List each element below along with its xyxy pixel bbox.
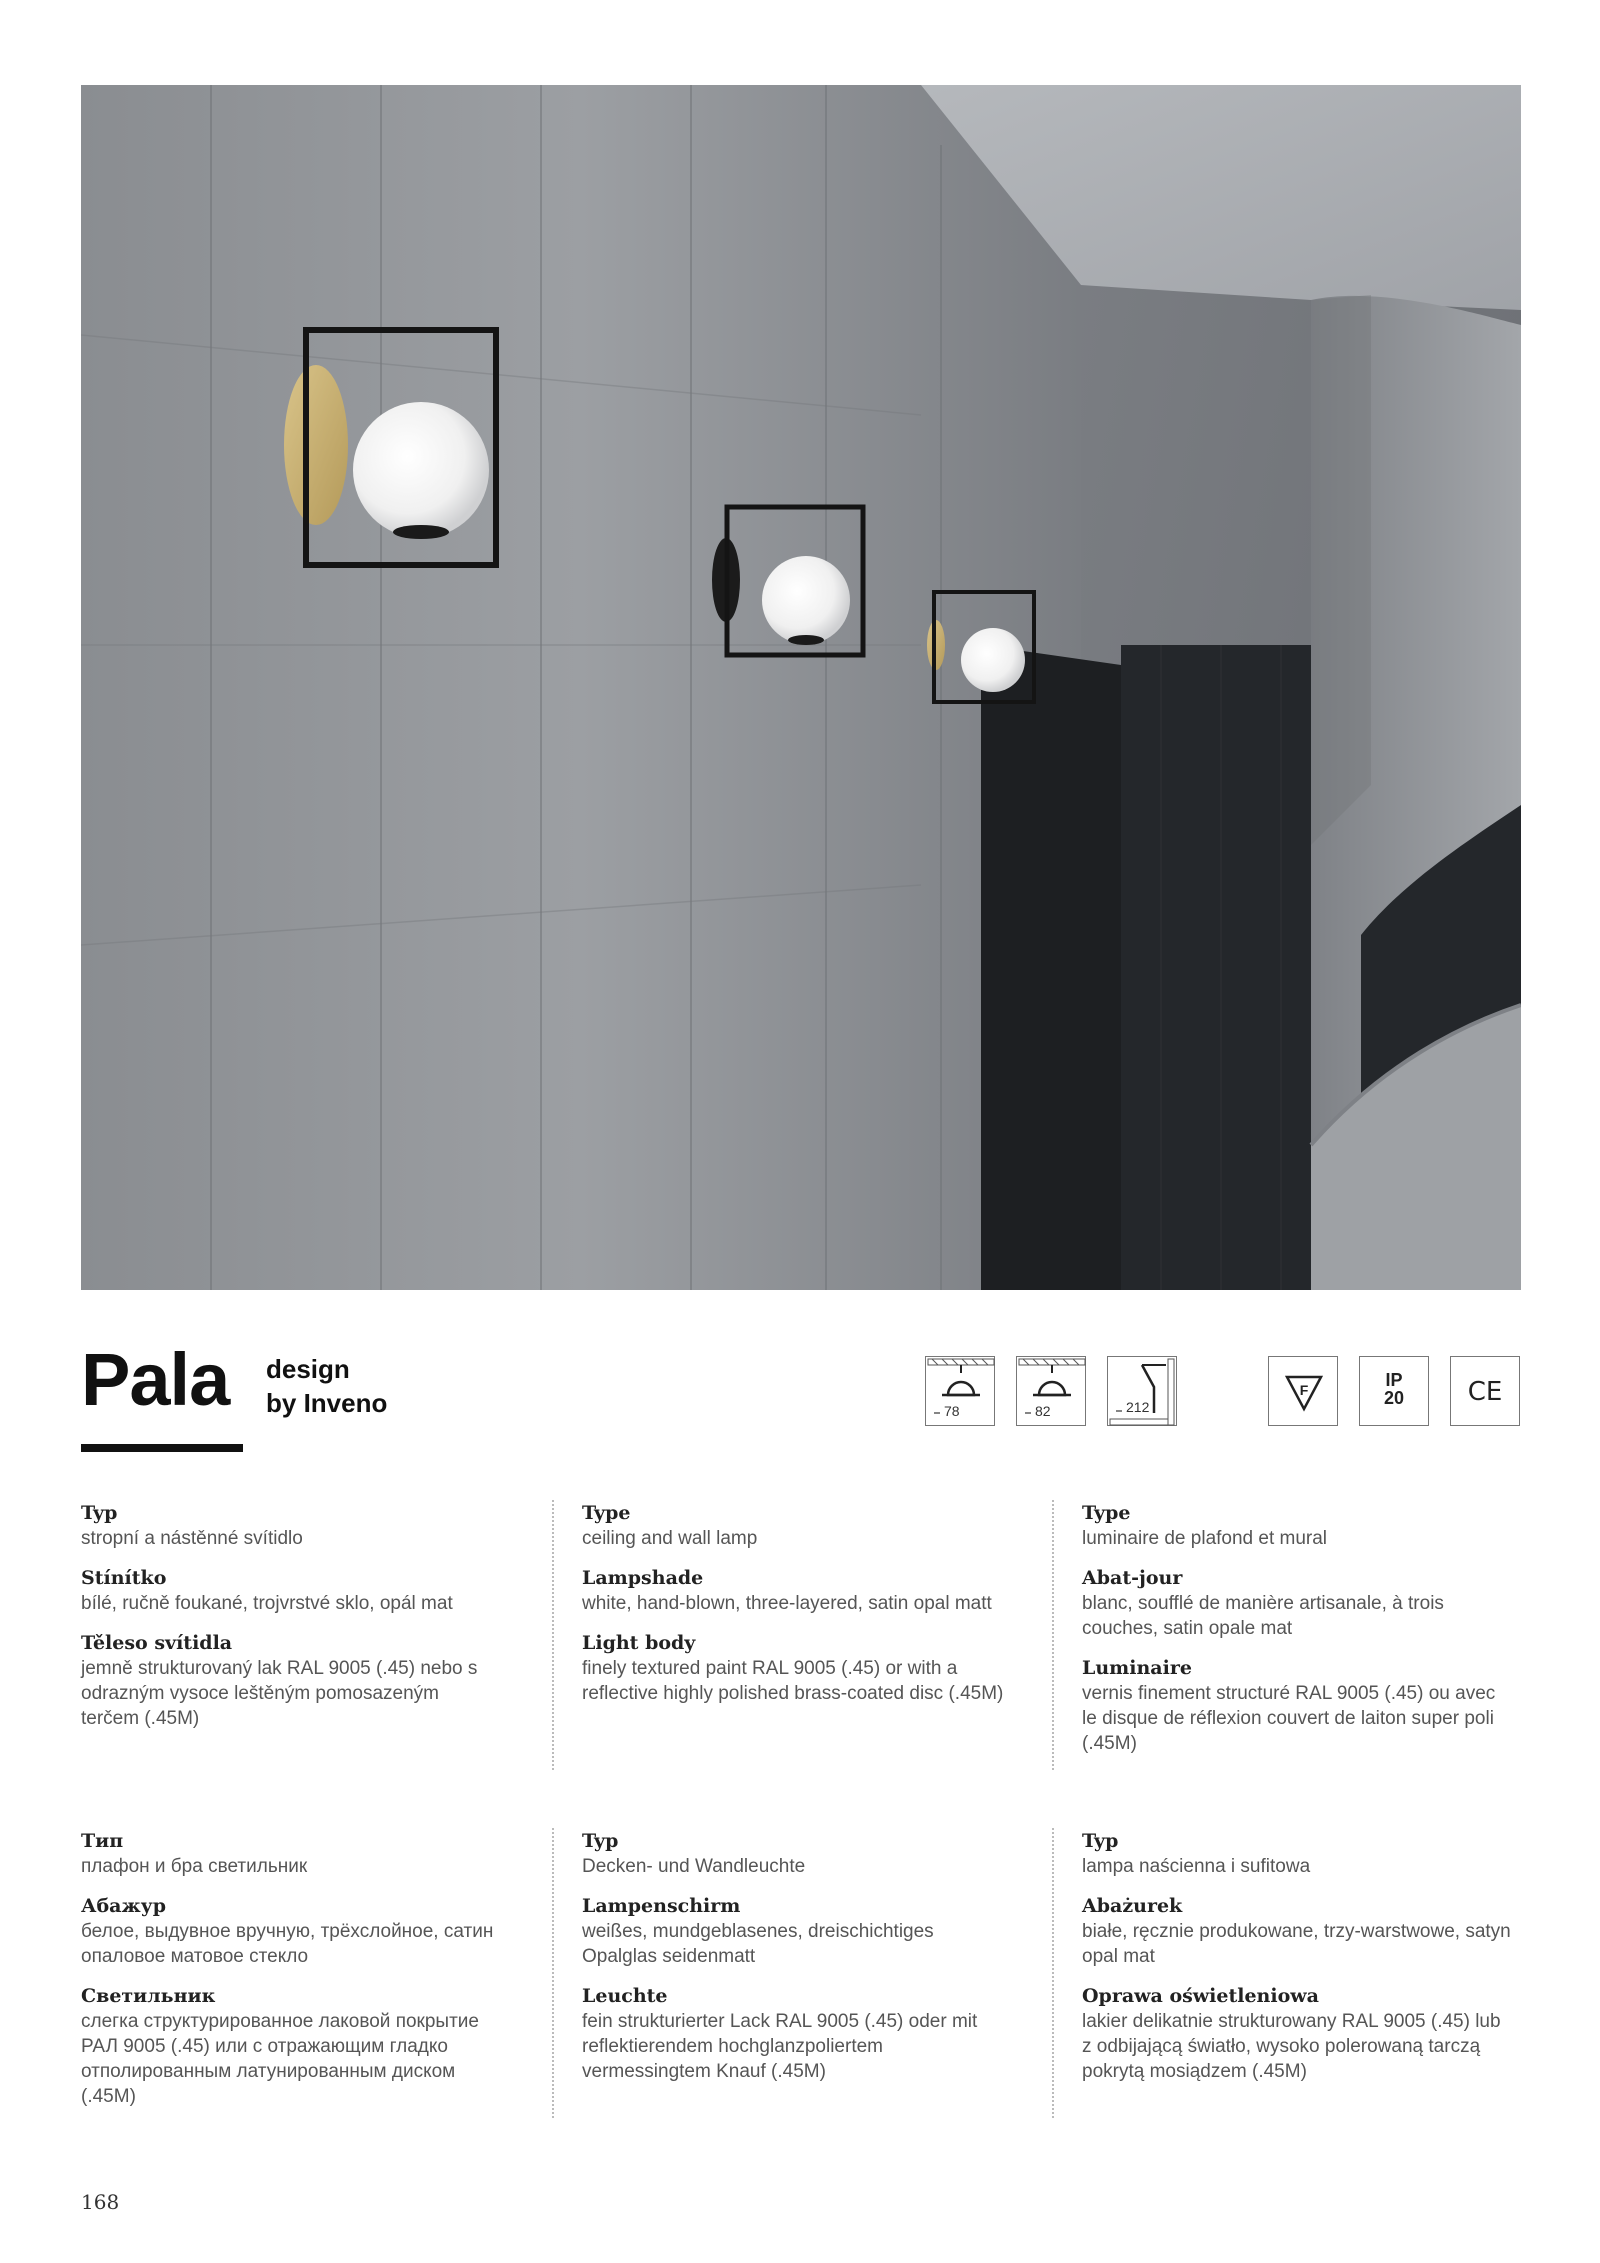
spec-item bbox=[582, 1500, 1012, 1551]
spec-label: Abażurek bbox=[1082, 1895, 1183, 1917]
icon-value: 212 bbox=[1126, 1399, 1150, 1415]
spec-item bbox=[582, 1828, 1012, 1879]
spec-value: blanc, soufflé de manière artisanale, à trois couches, satin opale mat bbox=[1082, 1593, 1444, 1639]
ip-label: IP bbox=[1385, 1370, 1403, 1390]
spec-label: Светильник bbox=[81, 1985, 216, 2007]
spec-column-de bbox=[552, 1828, 1012, 2118]
title-underline bbox=[81, 1444, 243, 1452]
spec-value: lakier delikatnie strukturowany RAL 9005 (.45) lub z odbijającą światło, wysoko polerowaną tarczą pokrytą mosiądzem (.45M) bbox=[1082, 2011, 1501, 2082]
spec-label: Luminaire bbox=[1082, 1657, 1192, 1679]
ce-label: CE bbox=[1467, 1377, 1503, 1407]
spec-item bbox=[1082, 1893, 1512, 1969]
spec-value: white, hand-blown, three-layered, satin opal matt bbox=[582, 1593, 992, 1614]
product-name: Pala bbox=[81, 1338, 230, 1421]
spec-value: jemně strukturovaný lak RAL 9005 (.45) nebo s odrazným vysoce leštěným pomosazeným terčem (.45M) bbox=[81, 1658, 478, 1729]
design-label: design bbox=[266, 1354, 350, 1384]
spec-item bbox=[582, 1630, 1012, 1706]
ip-value: 20 bbox=[1383, 1388, 1405, 1408]
spec-label: Абажур bbox=[81, 1895, 167, 1917]
spec-value: fein strukturierter Lack RAL 9005 (.45) oder mit reflektierendem hochglanzpoliertem vermessingtem Knauf (.45M) bbox=[582, 2011, 978, 2082]
spec-value: weißes, mundgeblasenes, dreischichtiges Opalglas seidenmatt bbox=[582, 1921, 934, 1967]
spec-item bbox=[1082, 1500, 1512, 1551]
svg-text:F: F bbox=[1299, 1382, 1309, 1398]
spec-label: Stínítko bbox=[81, 1567, 167, 1589]
ceiling-lamp-icon bbox=[1016, 1356, 1086, 1426]
spec-value: finely textured paint RAL 9005 (.45) or with a reflective highly polished brass-coated disc (.45M) bbox=[582, 1658, 1004, 1704]
spec-value: lampa naścienna i sufitowa bbox=[1082, 1856, 1311, 1877]
spec-label: Typ bbox=[81, 1502, 118, 1524]
spec-column-cz bbox=[81, 1500, 511, 1745]
spec-value: luminaire de plafond et mural bbox=[1082, 1528, 1328, 1549]
spec-label: Těleso svítidla bbox=[81, 1632, 233, 1654]
spec-value: białe, ręcznie produkowane, trzy-warstwowe, satyn opal mat bbox=[1082, 1921, 1511, 1967]
spec-label: Typ bbox=[582, 1830, 619, 1852]
spec-value: Decken- und Wandleuchte bbox=[582, 1856, 806, 1877]
spec-item bbox=[1082, 1983, 1512, 2084]
hero-photo bbox=[81, 85, 1521, 1290]
spec-item bbox=[582, 1983, 1012, 2084]
spec-value: белое, выдувное вручную, трёхслойное, сатин опаловое матовое стекло bbox=[81, 1921, 494, 1967]
spec-value: слегка структурированное лаковой покрытие РАЛ 9005 (.45) или с отражающим гладко отполированным латунированным диском (.45M) bbox=[81, 2011, 479, 2107]
page-number: 168 bbox=[81, 2190, 120, 2214]
spec-label: Lampshade bbox=[582, 1567, 704, 1589]
spec-label: Typ bbox=[1082, 1830, 1119, 1852]
spec-item bbox=[81, 1630, 511, 1731]
spec-label: Lampenschirm bbox=[582, 1895, 741, 1917]
spec-label: Type bbox=[582, 1502, 631, 1524]
spec-column-ru bbox=[81, 1828, 511, 2123]
spec-column-en bbox=[552, 1500, 1012, 1770]
spec-item bbox=[582, 1893, 1012, 1969]
spec-label: Abat-jour bbox=[1082, 1567, 1183, 1589]
spec-value: ceiling and wall lamp bbox=[582, 1528, 758, 1549]
icon-value: 78 bbox=[944, 1403, 960, 1419]
spec-item bbox=[81, 1500, 511, 1551]
icon-value: 82 bbox=[1035, 1403, 1051, 1419]
spec-label: Leuchte bbox=[582, 1985, 668, 2007]
spec-item bbox=[81, 1893, 511, 1969]
spec-column-fr bbox=[1052, 1500, 1512, 1770]
spec-value: vernis finement structuré RAL 9005 (.45) ou avec le disque de réflexion couvert de laiton super poli (.45M) bbox=[1082, 1683, 1496, 1754]
wall-lamp-icon bbox=[1107, 1356, 1177, 1426]
spec-item bbox=[1082, 1828, 1512, 1879]
spec-value: плафон и бра светильник bbox=[81, 1856, 308, 1877]
spec-item bbox=[81, 1983, 511, 2109]
spec-value: stropní a nástěnné svítidlo bbox=[81, 1528, 303, 1549]
ce-mark-icon bbox=[1450, 1356, 1520, 1426]
spec-label: Type bbox=[1082, 1502, 1131, 1524]
spec-label: Тип bbox=[81, 1830, 124, 1852]
spec-label: Light body bbox=[582, 1632, 696, 1654]
spec-label: Oprawa oświetleniowa bbox=[1082, 1985, 1319, 2007]
spec-item bbox=[1082, 1565, 1512, 1641]
ip-rating-icon bbox=[1359, 1356, 1429, 1426]
spec-item bbox=[1082, 1655, 1512, 1756]
ceiling-lamp-icon bbox=[925, 1356, 995, 1426]
spec-item bbox=[582, 1565, 1012, 1616]
f-mark-icon bbox=[1268, 1356, 1338, 1426]
spec-item bbox=[81, 1565, 511, 1616]
spec-column-pl bbox=[1052, 1828, 1512, 2118]
designer-credit bbox=[266, 1352, 387, 1420]
designer-name: by Inveno bbox=[266, 1388, 388, 1418]
spec-value: bílé, ručně foukané, trojvrstvé sklo, opál mat bbox=[81, 1593, 453, 1614]
spec-item bbox=[81, 1828, 511, 1879]
